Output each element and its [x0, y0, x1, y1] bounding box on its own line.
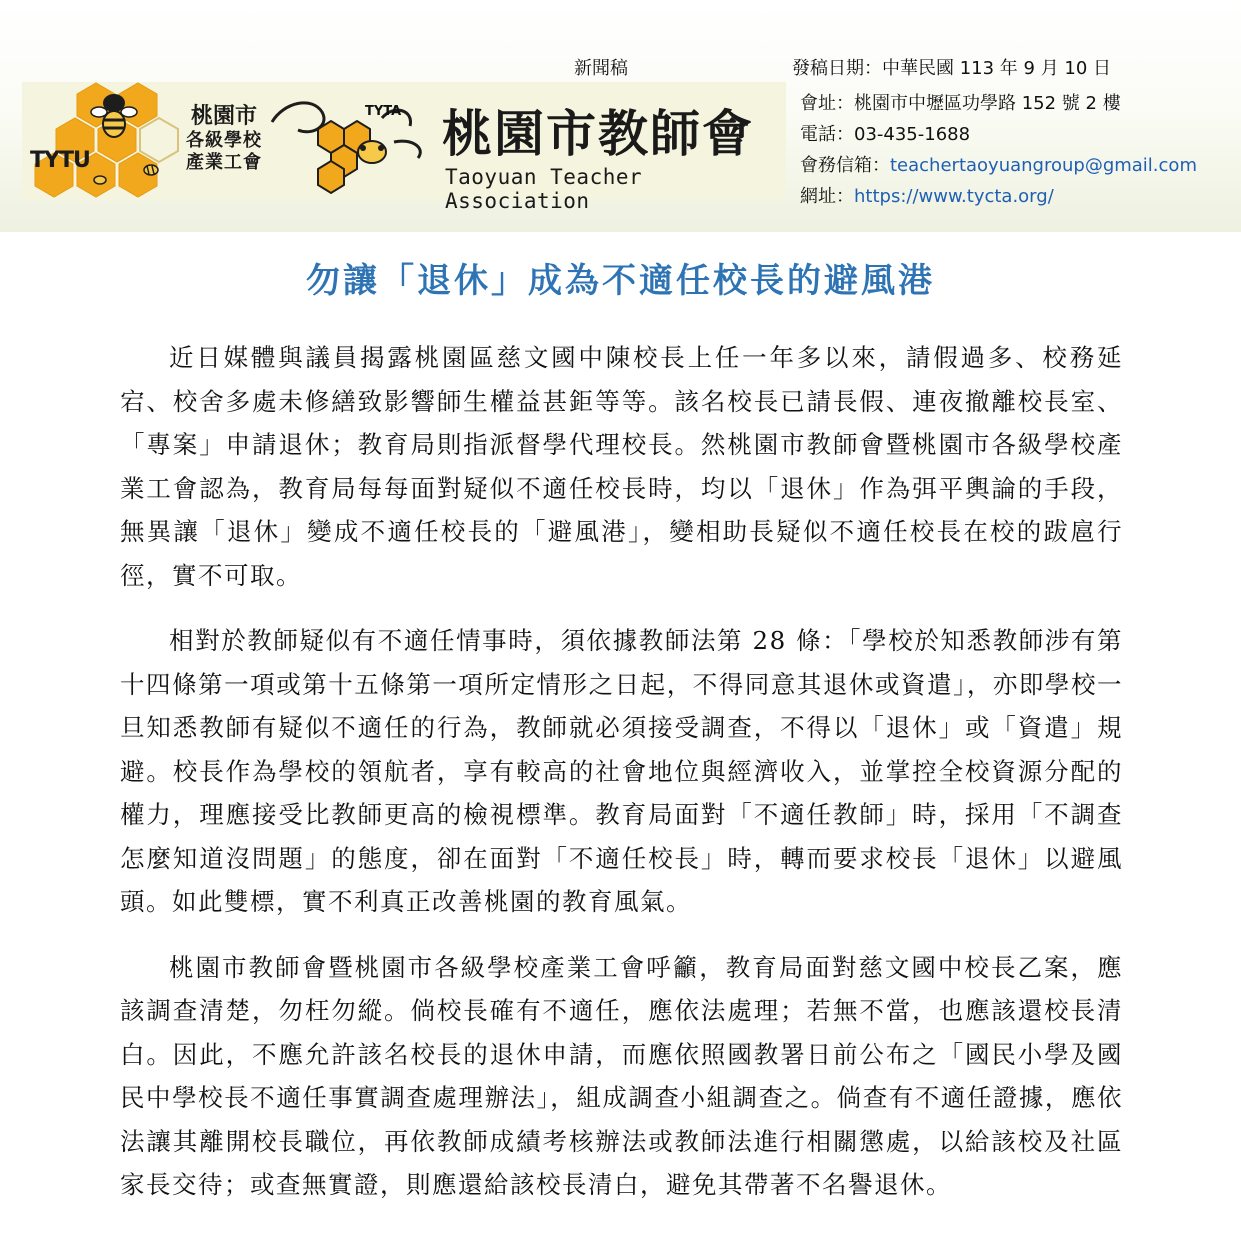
release-date: 發稿日期：中華民國 113 年 9 月 10 日 [792, 58, 1112, 79]
union-abbr: TYTU [30, 148, 90, 173]
contact-address: 會址：桃園市中壢區功學路 152 號 2 樓 [800, 93, 1121, 114]
article-paragraph-1: 近日媒體與議員揭露桃園區慈文國中陳校長上任一年多以來，請假過多、校務延宕、校舍多處未修繕致影響師生權益甚鉅等等。該名校長已請長假、連夜撤離校長室、「專案」申請退休；教育局則指派督學代理校長。然桃園市教師會暨桃園市各級學校產業工會認為，教育局每每面對疑似不適任校長時，均以「退休」作為弭平輿論的手段，無異讓「退休」變成不適任校長的「避風港」，變相助長疑似不適任校長在校的跋扈行徑，實不可取。 [120, 343, 1123, 590]
contact-website-label: 網址： [800, 186, 854, 207]
contact-email-link[interactable]: teachertaoyuangroup@gmail.com [890, 155, 1197, 176]
contact-email-row [800, 150, 1197, 181]
logo-banner [22, 82, 786, 213]
contact-block [800, 88, 1197, 212]
article-paragraph-3: 桃園市教師會暨桃園市各級學校產業工會呼籲，教育局面對慈文國中校長乙案，應該調查清楚，勿枉勿縱。倘校長確有不適任，應依法處理；若無不當，也應該還校長清白。因此，不應允許該名校長的退休申請，而應依照國教署日前公布之「國民小學及國民中學校長不適任事實調查處理辦法」，組成調查小組調查之。倘查有不適任證據，應依法讓其離開校長職位，再依教師成績考核辦法或教師法進行相關懲處，以給該校及社區家長交待；或查無實證，則應還給該校長清白，避免其帶著不名譽退休。 [120, 952, 1123, 1199]
association-name-zh: 桃園市教師會 [442, 105, 754, 163]
union-name [169, 104, 279, 174]
contact-website-row [800, 181, 1197, 212]
article-body [120, 336, 1123, 1229]
association-name-en: Taoyuan Teacher Association [445, 165, 643, 213]
contact-email-label: 會務信箱： [800, 155, 890, 176]
union-name-line1: 桃園市 [190, 104, 257, 129]
contact-phone: 電話：03-435-1688 [800, 124, 971, 145]
association-abbr: TYTA [365, 104, 402, 119]
union-name-line3: 產業工會 [186, 152, 262, 173]
union-name-line2: 各級學校 [186, 130, 262, 151]
article-headline: 勿讓「退休」成為不適任校長的避風港 [306, 261, 935, 301]
tyta-bee-icon [358, 141, 386, 163]
article-paragraph-2: 相對於教師疑似有不適任情事時，須依據教師法第 28 條：「學校於知悉教師涉有第十四條第一項或第十五條第一項所定情形之日起，不得同意其退休或資遣」，亦即學校一旦知悉教師有疑似不適任的行為，教師就必須接受調查，不得以「退休」或「資遣」規避。校長作為學校的領航者，享有較高的社會地位與經濟收入，並掌控全校資源分配的權力，理應接受比教師更高的檢視標準。教育局面對「不適任教師」時，採用「不調查怎麼知道沒問題」的態度，卻在面對「不適任校長」時，轉而要求校長「退休」以避風頭。如此雙標，實不利真正改善桃園的教育風氣。 [120, 626, 1123, 916]
press-release-label: 新聞稿 [574, 58, 628, 79]
contact-website-link[interactable]: https://www.tycta.org/ [854, 186, 1054, 207]
